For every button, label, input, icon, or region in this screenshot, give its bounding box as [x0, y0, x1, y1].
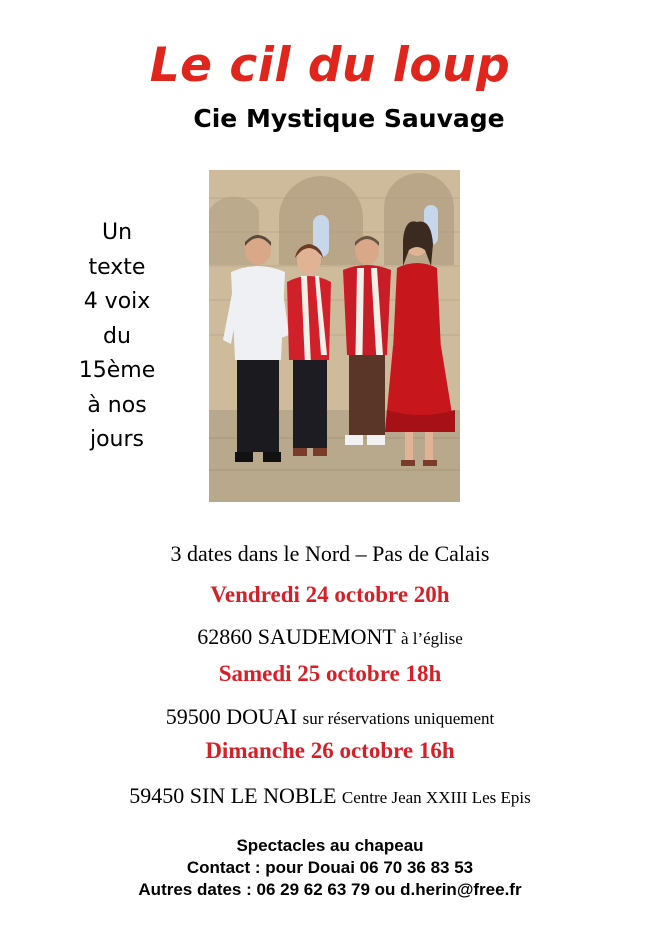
tagline-line: Un [101, 220, 133, 245]
event-place: 59500 DOUAI [165, 704, 298, 729]
tagline [62, 216, 172, 458]
event-venue [0, 624, 660, 650]
event-venue [0, 704, 660, 730]
event-place: 59450 SIN LE NOBLE [129, 783, 337, 808]
tagline-line: du [103, 323, 131, 349]
tagline-line: texte [88, 254, 146, 280]
event-venue [0, 783, 660, 809]
group-photo [209, 170, 460, 502]
tagline-line: 4 voix [83, 289, 151, 314]
footer-contact: Contact : pour Douai 06 70 36 83 53 [186, 858, 474, 877]
event-note: sur réservations uniquement [302, 709, 495, 728]
event-date: Dimanche 26 octobre 16h [205, 738, 455, 763]
company-name: Cie Mystique Sauvage [193, 104, 505, 133]
tagline-line: 15ème [78, 358, 156, 383]
event-place: 62860 SAUDEMONT [197, 624, 396, 649]
footer-chapeau: Spectacles au chapeau [236, 836, 424, 855]
event-note: Centre Jean XXIII Les Epis [341, 788, 531, 807]
event-date: Samedi 25 octobre 18h [218, 661, 442, 686]
group-photo-illustration [209, 170, 460, 502]
tagline-line: jours [89, 427, 145, 452]
event-date: Vendredi 24 octobre 20h [210, 582, 450, 607]
dates-intro: 3 dates dans le Nord – Pas de Calais [170, 541, 490, 566]
poster-title: Le cil du loup [149, 38, 511, 93]
footer-other-dates: Autres dates : 06 29 62 63 79 ou d.herin@free.fr [138, 880, 522, 899]
event-note: à l’église [400, 629, 463, 648]
tagline-line: à nos [87, 392, 147, 418]
